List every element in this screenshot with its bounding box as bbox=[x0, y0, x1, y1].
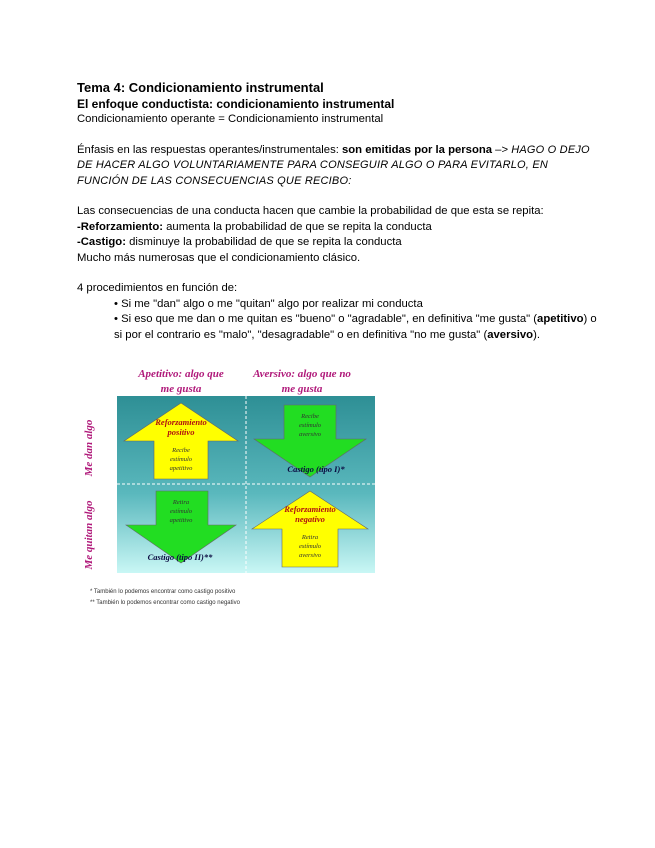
row-header-quitan: Me quitan algo bbox=[83, 500, 95, 570]
q2-body-line1: Recibe bbox=[301, 413, 319, 420]
q2-body-line2: estímulo bbox=[298, 422, 322, 429]
conditioning-matrix-figure bbox=[80, 365, 380, 610]
procedures-list bbox=[77, 297, 597, 344]
figure-footnote-1: * También lo podemos encontrar como castigo positivo bbox=[90, 589, 236, 595]
castigo-line: -Castigo: disminuye la probabilidad de que se repita la conducta bbox=[77, 236, 402, 248]
q1-title-line2: positivo bbox=[167, 427, 195, 437]
q1-body-line2: estímulo bbox=[169, 456, 193, 463]
q4-title-line2: negativo bbox=[295, 514, 325, 524]
definition-line: Condicionamiento operante = Condicionamiento instrumental bbox=[77, 113, 384, 125]
q1-title-line1: Reforzamiento bbox=[155, 417, 207, 427]
emphasis-bold: son emitidas por la persona bbox=[342, 143, 493, 156]
section-subtitle: El enfoque conductista: condicionamiento instrumental bbox=[77, 97, 395, 111]
row-header-dan: Me dan algo bbox=[83, 419, 95, 477]
q1-body-line1: Recibe bbox=[172, 447, 190, 454]
figure-footnote-2: ** También lo podemos encontrar como castigo negativo bbox=[90, 600, 240, 606]
procedures-intro: 4 procedimientos en función de: bbox=[77, 282, 238, 294]
emphasis-paragraph: Énfasis en las respuestas operantes/instrumentales: son emitidas por la persona –> HAGO O DEJO DE HACER ALGO VOLUNTARIAMENTE PARA CONSEGUIR ALGO O PARA EVITARLO, EN FUNCIÓN DE LAS CONSECUENCIAS QUE RECIBO: bbox=[77, 143, 590, 187]
consequences-closing: Mucho más numerosas que el condicionamiento clásico. bbox=[77, 251, 361, 264]
col-header-apetitivo-line2: me gusta bbox=[160, 383, 202, 395]
q4-body-line3: aversivo bbox=[298, 552, 322, 559]
col-header-apetitivo-line1: Apetitivo: algo que bbox=[138, 368, 224, 380]
q3-body-line3: apetitivo bbox=[169, 517, 193, 524]
q3-body-line2: estímulo bbox=[169, 508, 193, 515]
document-body bbox=[77, 79, 597, 343]
q4-body-line2: estímulo bbox=[298, 543, 322, 550]
col-header-aversivo-line1: Aversivo: algo que no bbox=[253, 368, 351, 380]
q4-title-line1: Reforzamiento bbox=[284, 504, 336, 514]
emphasis-italic: HAGO O DEJO DE HACER ALGO VOLUNTARIAMENTE PARA CONSEGUIR ALGO O PARA EVITARLO, EN FUNCIÓN DE LAS CONSECUENCIAS QUE RECIBO: bbox=[77, 143, 590, 187]
q3-label: Castigo (tipo II)** bbox=[147, 552, 213, 562]
q2-label: Castigo (tipo I)* bbox=[287, 464, 345, 474]
procedure-bullet-1: • Si me "dan" algo o me "quitan" algo por realizar mi conducta bbox=[114, 297, 423, 310]
q4-body-line1: Retira bbox=[301, 534, 319, 541]
q3-body-line1: Retira bbox=[172, 499, 190, 506]
consequences-intro: Las consecuencias de una conducta hacen que cambie la probabilidad de que esta se repita: bbox=[77, 205, 544, 217]
q1-body-line3: apetitivo bbox=[169, 465, 193, 472]
page-title: Tema 4: Condicionamiento instrumental bbox=[77, 80, 324, 95]
procedure-bullet-2: • Si eso que me dan o me quitan es "bueno" o "agradable", en definitiva "me gusta" (apetitivo) o si por el contrario es "malo", "desagradable" o en definitiva "no me gusta" (aversivo). bbox=[114, 313, 597, 341]
col-header-aversivo-line2: me gusta bbox=[281, 383, 323, 395]
q2-body-line3: aversivo bbox=[298, 431, 322, 438]
reforzamiento-line: -Reforzamiento: aumenta la probabilidad de que se repita la conducta bbox=[77, 220, 432, 233]
